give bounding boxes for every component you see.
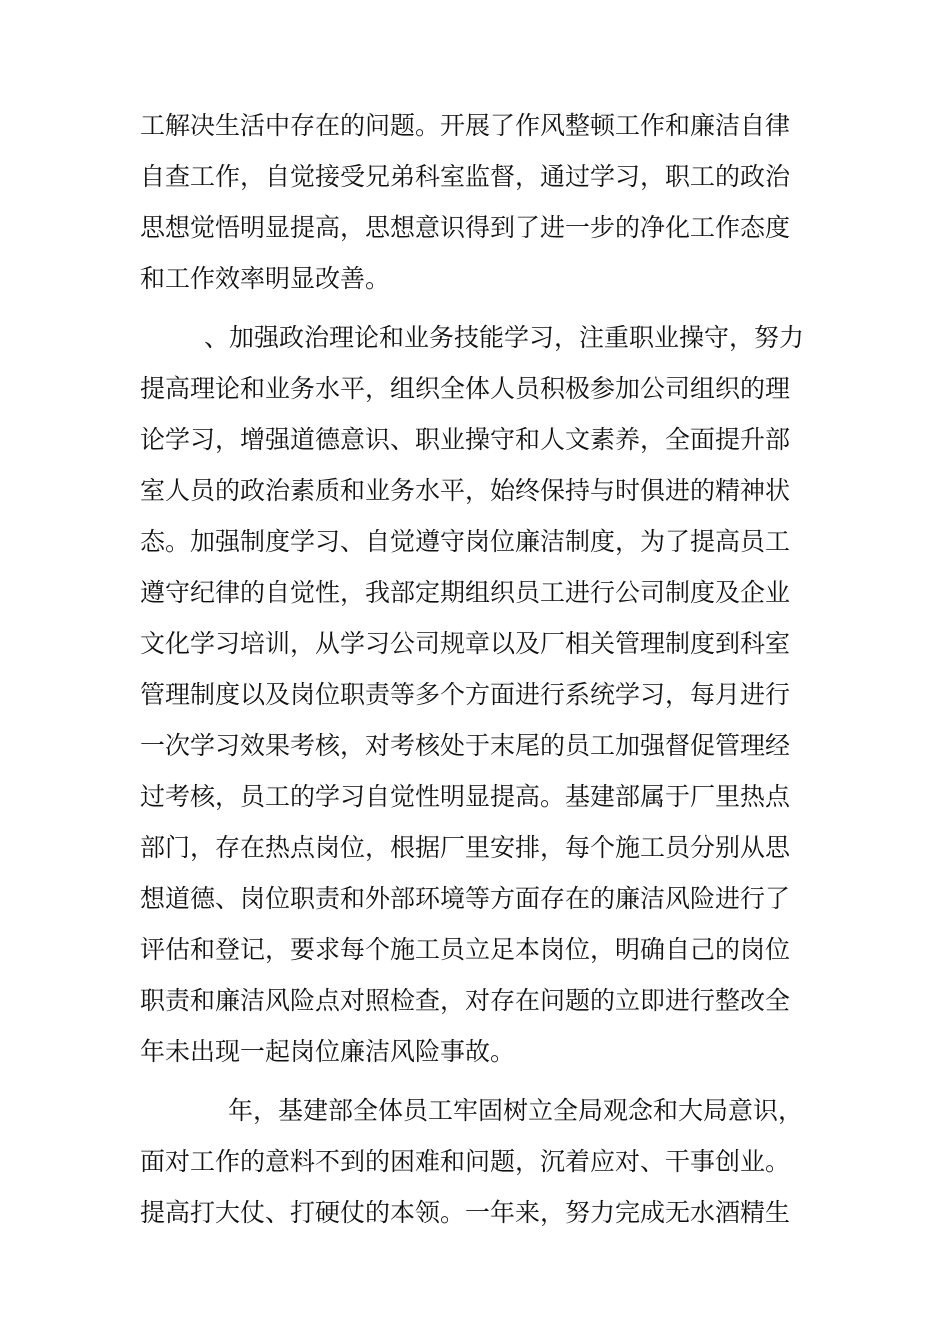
text-line: 遵守纪律的自觉性，我部定期组织员工进行公司制度及企业 [140, 578, 791, 607]
paragraph-3 [140, 1085, 830, 1238]
text-line: 和工作效率明显改善。 [140, 264, 391, 293]
paragraph-gap [140, 1077, 830, 1085]
text-line: 提高打大仗、打硬仗的本领。一年来，努力完成无水酒精生 [140, 1198, 791, 1227]
text-line: 室人员的政治素质和业务水平，始终保持与时俱进的精神状 [140, 476, 791, 505]
text-line: 部门，存在热点岗位，根据厂里安排，每个施工员分别从思 [140, 833, 791, 862]
paragraph-1 [140, 100, 830, 304]
text-line: 思想觉悟明显提高，思想意识得到了进一步的净化工作态度 [140, 213, 791, 242]
text-line: 文化学习培训，从学习公司规章以及厂相关管理制度到科室 [140, 629, 791, 658]
text-line: 、加强政治理论和业务技能学习，注重职业操守，努力 [204, 323, 805, 352]
text-line: 职责和廉洁风险点对照检查，对存在问题的立即进行整改全 [140, 986, 791, 1015]
text-line: 年，基建部全体员工牢固树立全局观念和大局意识， [228, 1096, 804, 1125]
text-line: 论学习，增强道德意识、职业操守和人文素养，全面提升部 [140, 425, 791, 454]
text-line: 提高理论和业务水平，组织全体人员积极参加公司组织的理 [140, 374, 791, 403]
text-line: 过考核，员工的学习自觉性明显提高。基建部属于厂里热点 [140, 782, 791, 811]
text-line: 面对工作的意料不到的困难和问题，沉着应对、干事创业。 [140, 1147, 791, 1176]
text-line: 工解决生活中存在的问题。开展了作风整顿工作和廉洁自律 [140, 111, 791, 140]
paragraph-gap [140, 304, 830, 312]
text-line: 自查工作，自觉接受兄弟科室监督，通过学习，职工的政治 [140, 162, 791, 191]
text-line: 管理制度以及岗位职责等多个方面进行系统学习，每月进行 [140, 680, 791, 709]
document-body [140, 100, 830, 1238]
text-line: 一次学习效果考核，对考核处于末尾的员工加强督促管理经 [140, 731, 791, 760]
text-line: 想道德、岗位职责和外部环境等方面存在的廉洁风险进行了 [140, 884, 791, 913]
paragraph-2 [140, 312, 830, 1077]
text-line: 年未出现一起岗位廉洁风险事故。 [140, 1037, 516, 1066]
text-line: 评估和登记，要求每个施工员立足本岗位，明确自己的岗位 [140, 935, 791, 964]
text-line: 态。加强制度学习、自觉遵守岗位廉洁制度，为了提高员工 [140, 527, 791, 556]
